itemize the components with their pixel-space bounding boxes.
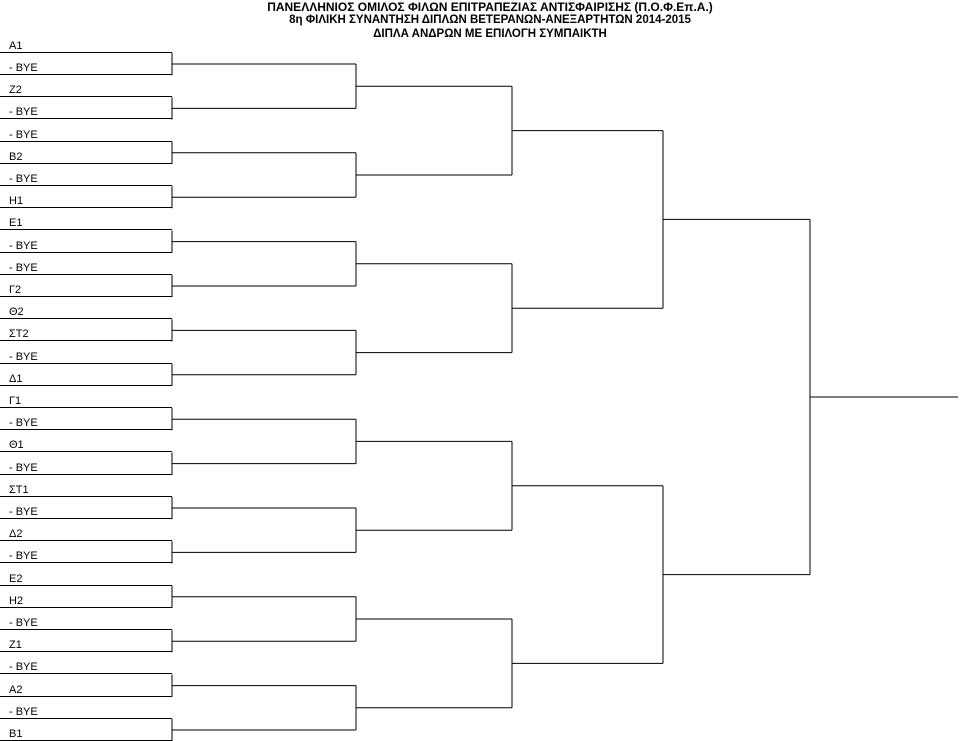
entry-label: - BYE	[9, 62, 38, 75]
entry-label: - BYE	[9, 550, 38, 563]
entry-label: Δ1	[9, 372, 23, 385]
event-title: 8η ΦΙΛΙΚΗ ΣΥΝΑΝΤΗΣΗ ΔΙΠΛΩΝ ΒΕΤΕΡΑΝΩΝ-ΑΝΕΞΑΡΤΗΤΩΝ 2014-2015	[289, 14, 691, 26]
entry-label: A2	[9, 683, 23, 696]
entry-label: B1	[9, 728, 23, 741]
entry-label: E1	[9, 217, 23, 230]
category-title: ΔΙΠΛΑ ΑΝΔΡΩΝ ΜΕ ΕΠΙΛΟΓΗ ΣΥΜΠΑΙΚΤΗ	[373, 28, 607, 40]
entry-label: Θ1	[9, 439, 24, 452]
entry-label: - BYE	[9, 461, 38, 474]
entry-label: - BYE	[9, 350, 38, 363]
entry-label: Γ1	[9, 395, 22, 408]
entry-label: B2	[9, 150, 23, 163]
entry-label: - BYE	[9, 106, 38, 119]
entry-label: H1	[9, 195, 24, 208]
entry-label: Z1	[9, 639, 22, 652]
entry-label: - BYE	[9, 239, 38, 252]
entry-label: - BYE	[9, 661, 38, 674]
entry-label: Γ2	[9, 284, 22, 297]
entry-label: - BYE	[9, 173, 38, 186]
entry-label: A1	[9, 39, 23, 52]
entry-label: H2	[9, 594, 24, 607]
entry-label: Θ2	[9, 306, 24, 319]
entry-label: - BYE	[9, 617, 38, 630]
entry-label: - BYE	[9, 128, 38, 141]
federation-title: ΠΑΝΕΛΛΗΝΙΟΣ ΟΜΙΛΟΣ ΦΙΛΩΝ ΕΠΙΤΡΑΠΕΖΙΑΣ ΑΝΤΙΣΦΑΙΡΙΣΗΣ (Π.Ο.Φ.Επ.Α.)	[267, 0, 713, 14]
entry-label: ΣΤ2	[9, 328, 29, 341]
entry-label: Z2	[9, 84, 22, 97]
entry-label: ΣΤ1	[9, 483, 29, 496]
entry-label: - BYE	[9, 417, 38, 430]
entry-label: - BYE	[9, 705, 38, 718]
entry-label: - BYE	[9, 261, 38, 274]
entry-label: Δ2	[9, 528, 23, 541]
entry-label: - BYE	[9, 506, 38, 519]
entry-label: E2	[9, 572, 23, 585]
